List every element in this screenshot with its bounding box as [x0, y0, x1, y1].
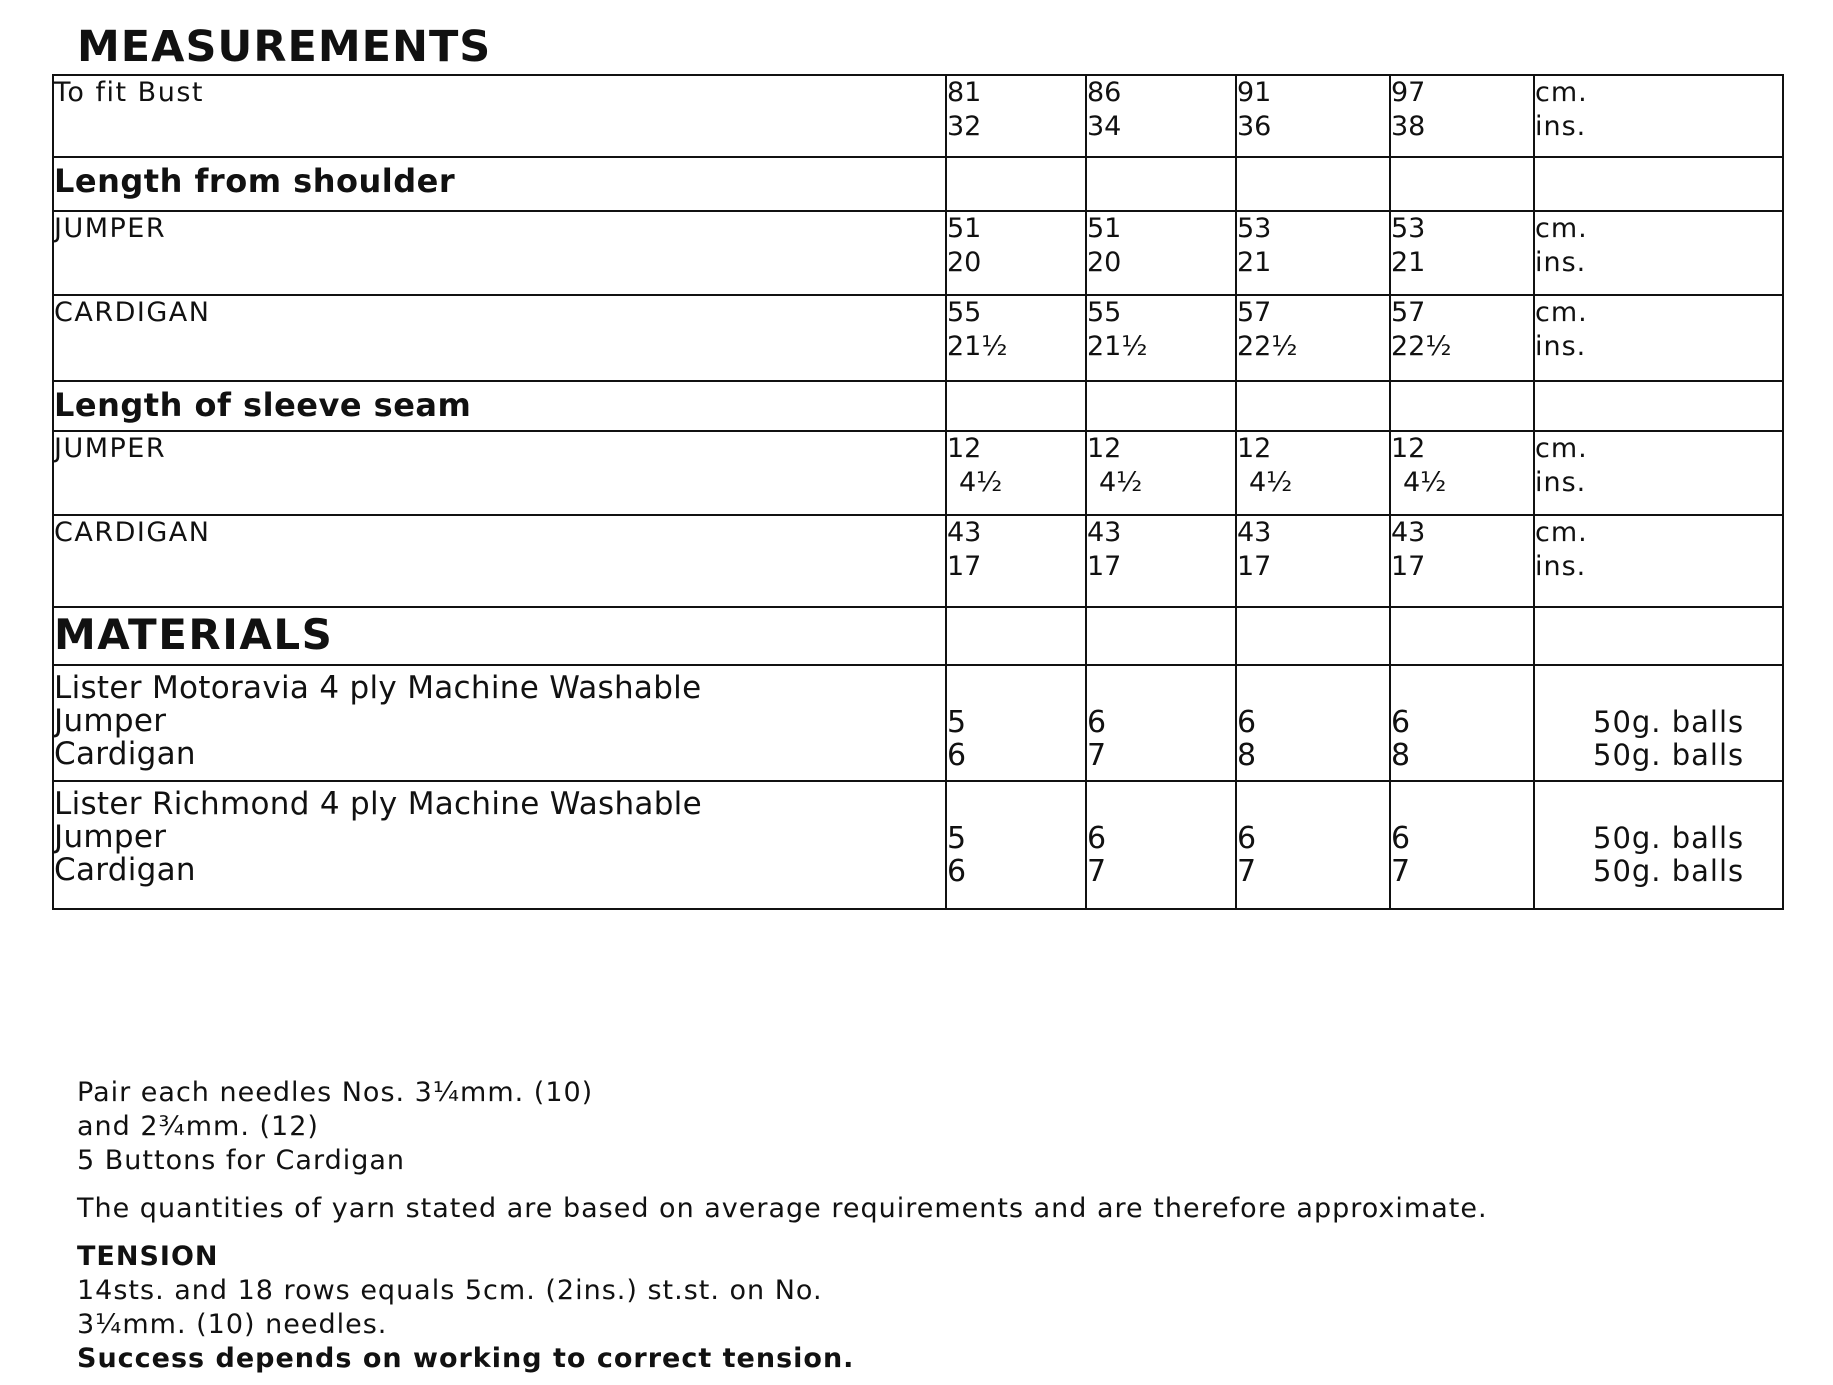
value-cell: 43 17 — [1086, 515, 1236, 607]
quantity-cell: 6 7 — [1236, 781, 1390, 909]
value-cell: 43 17 — [946, 515, 1086, 607]
quantity-cell: 6 7 — [1086, 781, 1236, 909]
garment-label: JUMPER — [53, 211, 946, 295]
materials-heading: MATERIALS — [53, 607, 946, 665]
measurements-heading: MEASUREMENTS — [77, 22, 492, 72]
quantity-cell: 6 8 — [1390, 665, 1534, 781]
size-cell: 86 34 — [1086, 75, 1236, 157]
quantity-cell: 6 7 — [1390, 781, 1534, 909]
unit-cell: cm. ins. — [1534, 75, 1783, 157]
value-cell: 53 21 — [1236, 211, 1390, 295]
yarn-label: Lister Richmond 4 ply Machine Washable Jumper Cardigan — [53, 781, 946, 909]
quantities-note: The quantities of yarn stated are based on average requirements and are therefore approximate. — [77, 1193, 1488, 1224]
tension-heading: TENSION — [77, 1241, 219, 1272]
table-row — [53, 515, 1783, 607]
yarn-row — [53, 781, 1783, 909]
unit-cell: 50g. balls 50g. balls — [1534, 781, 1783, 909]
value-cell: 57 22½ — [1236, 295, 1390, 381]
value-cell: 12 4½ — [946, 431, 1086, 515]
table-row — [53, 295, 1783, 381]
section-row — [53, 381, 1783, 431]
measurements-table — [52, 74, 1784, 910]
tension-text: 14sts. and 18 rows equals 5cm. (2ins.) st.st. on No. 3¼mm. (10) needles. — [77, 1275, 823, 1340]
quantity-cell: 5 6 — [946, 781, 1086, 909]
garment-label: CARDIGAN — [53, 295, 946, 381]
value-cell: 43 17 — [1236, 515, 1390, 607]
size-cell: 91 36 — [1236, 75, 1390, 157]
value-cell: 12 4½ — [1390, 431, 1534, 515]
bust-label: To fit Bust — [53, 75, 946, 157]
table-row — [53, 211, 1783, 295]
unit-cell: 50g. balls 50g. balls — [1534, 665, 1783, 781]
quantity-cell: 6 8 — [1236, 665, 1390, 781]
value-cell: 12 4½ — [1236, 431, 1390, 515]
unit-cell: cm. ins. — [1534, 431, 1783, 515]
success-note: Success depends on working to correct tension. — [77, 1343, 855, 1374]
value-cell: 12 4½ — [1086, 431, 1236, 515]
yarn-label: Lister Motoravia 4 ply Machine Washable Jumper Cardigan — [53, 665, 946, 781]
unit-cell: cm. ins. — [1534, 515, 1783, 607]
unit-cell: cm. ins. — [1534, 211, 1783, 295]
unit-cell: cm. ins. — [1534, 295, 1783, 381]
value-cell: 43 17 — [1390, 515, 1534, 607]
notes-section — [77, 1076, 1488, 1376]
value-cell: 55 21½ — [946, 295, 1086, 381]
bust-row — [53, 75, 1783, 157]
needles-text: Pair each needles Nos. 3¼mm. (10) and 2¾mm. (12) 5 Buttons for Cardigan — [77, 1077, 594, 1176]
size-cell: 97 38 — [1390, 75, 1534, 157]
value-cell: 53 21 — [1390, 211, 1534, 295]
table-row — [53, 431, 1783, 515]
value-cell: 51 20 — [1086, 211, 1236, 295]
section-row — [53, 157, 1783, 211]
section-heading: Length from shoulder — [53, 157, 946, 211]
garment-label: JUMPER — [53, 431, 946, 515]
section-heading: Length of sleeve seam — [53, 381, 946, 431]
value-cell: 55 21½ — [1086, 295, 1236, 381]
yarn-row — [53, 665, 1783, 781]
quantity-cell: 5 6 — [946, 665, 1086, 781]
value-cell: 51 20 — [946, 211, 1086, 295]
size-cell: 81 32 — [946, 75, 1086, 157]
value-cell: 57 22½ — [1390, 295, 1534, 381]
quantity-cell: 6 7 — [1086, 665, 1236, 781]
materials-heading-row — [53, 607, 1783, 665]
garment-label: CARDIGAN — [53, 515, 946, 607]
